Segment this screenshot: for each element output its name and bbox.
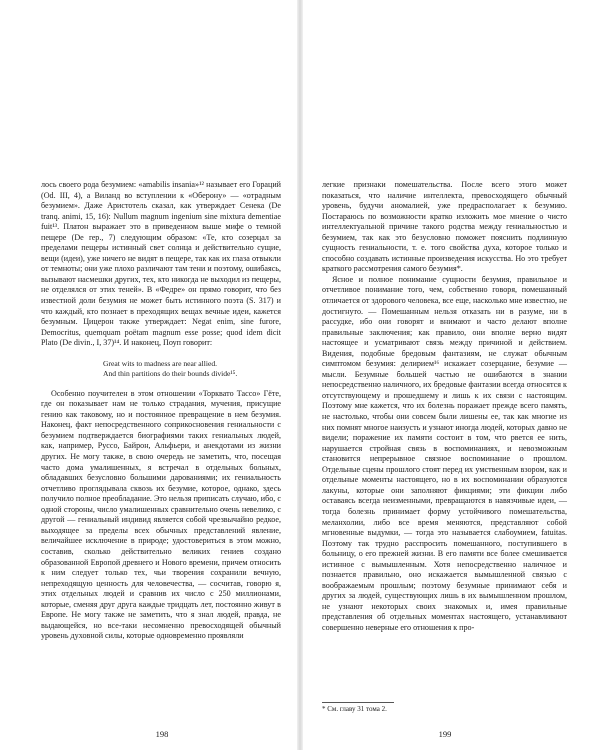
- pope-quote: [103, 359, 281, 379]
- right-page-body: [322, 180, 567, 634]
- footnote-rule: [322, 702, 394, 703]
- left-paragraph-1: лось своего рода безумием: «amabilis insania»¹² называет его Гораций (Od. III, 4), а Виланд во вступлении к «Оберону» — «отрадным безумием». Даже Аристотель сказал, как утверждает Сенека (De tranq. animi, 15, 16): Nullum magnum ingenium sine mixtura dementiae fuit¹³. Платон выражает это в приведенном выше мифе о темной пещере (De rep., 7) следующим образом: «Те, кто созерцал за пределами пещеры истинный свет солнца и действительно сущие, вещи (идеи), уже ничего не видят в пещере, так как их глаза отвыкли от темноты; они уже плохо различают там тени и поэтому, ошибаясь, вызывают насмешки других, тех, кто никогда не выходил из пещеры, не отделялся от этих теней». В «Федре» он прямо говорит, что без известной доли безумия не может быть истинного поэта (S. 317) и что каждый, кто познает в преходящих вещах вечные идеи, кажется безумным. Цицерон также утверждает: Negat enim, sine furore, Democritus, quemquam poëtam magnum esse posse; quod idem dicit Plato (De divin., I, 37)¹⁴. И наконец, Поуп говорит:: [41, 180, 281, 348]
- left-page-body: [41, 180, 281, 642]
- left-paragraph-2: Особенно поучителен в этом отношении «Торквато Тассо» Гёте, где он показывает нам не только страдания, мучения, присущие гению как таковому, но и постоянное превращение в нем безумия. Наконец, факт непосредственного соприкосновения гениальности с безумием подтверждается биографиями таких гениальных людей, как, например, Руссо, Байрон, Альфьери, и анекдотами из жизни других. Не могу также, в свою очередь не заметить, что, посещая часто дома умалишенных, я встречал в отдельных больных, обладавших безусловно большими дарованиями; их гениальность отчетливо проглядывала сквозь их безумие, которое, однако, здесь получило полное преобладание. Это нельзя приписать случаю, ибо, с одной стороны, число умалишенных сравнительно очень невелико, с другой — гениальный индивид является собой чрезвычайно редкое, выходящее за пределы всех обычных представлений явление, величайшее исключение в природе; удостовериться в этом можно, составив, сколько действительно великих гениев создано образованной Европой древнего и Нового времени, причем относить к ним следует только тех, чьи творения сохранили вечную, непреходящую ценность для человечества, — сосчитав, говорю я, этих отдельных людей и сравнив их число с 250 миллионами, которые, сменяя друг друга каждые тридцать лет, постоянно живут в Европе. Не могу также не заметить, что я знал людей, правда, не выдающейся, но все-таки несомненно превосходящей обычный уровень духовной силы, которые одновременно проявляли: [41, 388, 281, 641]
- footnote: * См. главу 31 тома 2.: [322, 705, 387, 713]
- left-page: [0, 0, 298, 750]
- pope-quote-line-1: Great wits to madness are near allied.: [103, 358, 218, 368]
- right-page: [301, 0, 600, 750]
- right-page-number: 199: [438, 729, 452, 739]
- pope-quote-line-2: And thin partitions do their bounds divide¹⁵.: [103, 368, 238, 378]
- right-paragraph-2: Ясное и полное понимание сущности безумия, правильное и отчетливое понимание того, чем, собственно говоря, помешанный отличается от здорового человека, все еще, насколько мне известно, не достигнуто. — Помешанным нельзя отказать ни в разуме, ни в рассудке, ибо они говорят и внимают и часто делают вполне правильные заключения; как правило, они вполне верно видят настоящее и усматривают связь между причиной и действием. Видения, подобные бредовым фантазиям, не служат обычным симптомом безумия: делирием¹⁶ искажает созерцание, безумие — мысли. Безумные большей частью не ошибаются в знании непосредственно наличного, их бредовые фантазии всегда относятся к отсутствующему и прошедшему и лишь к их связи с настоящим. Поэтому мне кажется, что их болезнь поражает прежде всего память, не настолько, чтобы они совсем были лишены ее, так как многие из них помнят многое наизусть и узнают иногда людей, которых давно не видели; поражение их памяти состоит в том, что рвется ее нить, нарушается стройная связь в воспоминаниях, и невозможным становится непрерывное связное воспоминание о прошлом. Отдельные сцены прошлого стоят перед их умственным взором, как и отдельные моменты настоящего, но в их воспоминании образуются лакуны, которые они заполняют фикциями; эти фикции либо оставаясь всегда неизменными, превращаются в навязчивые идеи, — тогда болезнь принимает форму устойчивого помешательства, меланхолии, либо все время меняются, представляют собой мгновенные выдумки, — тогда это называется слабоумием, fatuitas. Поэтому так трудно расспросить помешанного, поступившего в больницу, о его прежней жизни. В его памяти все более смешивается истинное с вымышленным. Хотя непосредственно наличное и познается правильно, оно искажается вымышленной связью с воображаемым прошлым; поэтому безумные принимают себя и других за людей, существующих лишь в их вымышленном прошлом, не узнают некоторых своих знакомых и, имея правильные представления об отдельных моментах настоящего, устанавливают совершенно неверные его отношения к про-: [322, 274, 567, 632]
- right-paragraph-1: легкие признаки помешательства. После всего этого может показаться, что наличие интеллекта, превосходящего обычный уровень, будучи аномалией, уже предрасполагает к безумию. Постараюсь по возможности кратко изложить мое мнение о чисто интеллектуальной причине такого родства между гениальностью и безумием, так как это безусловно поможет пояснить подлинную сущность гениальности, т. е. того свойства духа, которое только и способно создавать истинные произведения искусства. Но это требует краткого рассмотрения самого безумия*.: [322, 180, 567, 274]
- left-page-number: 198: [155, 729, 169, 739]
